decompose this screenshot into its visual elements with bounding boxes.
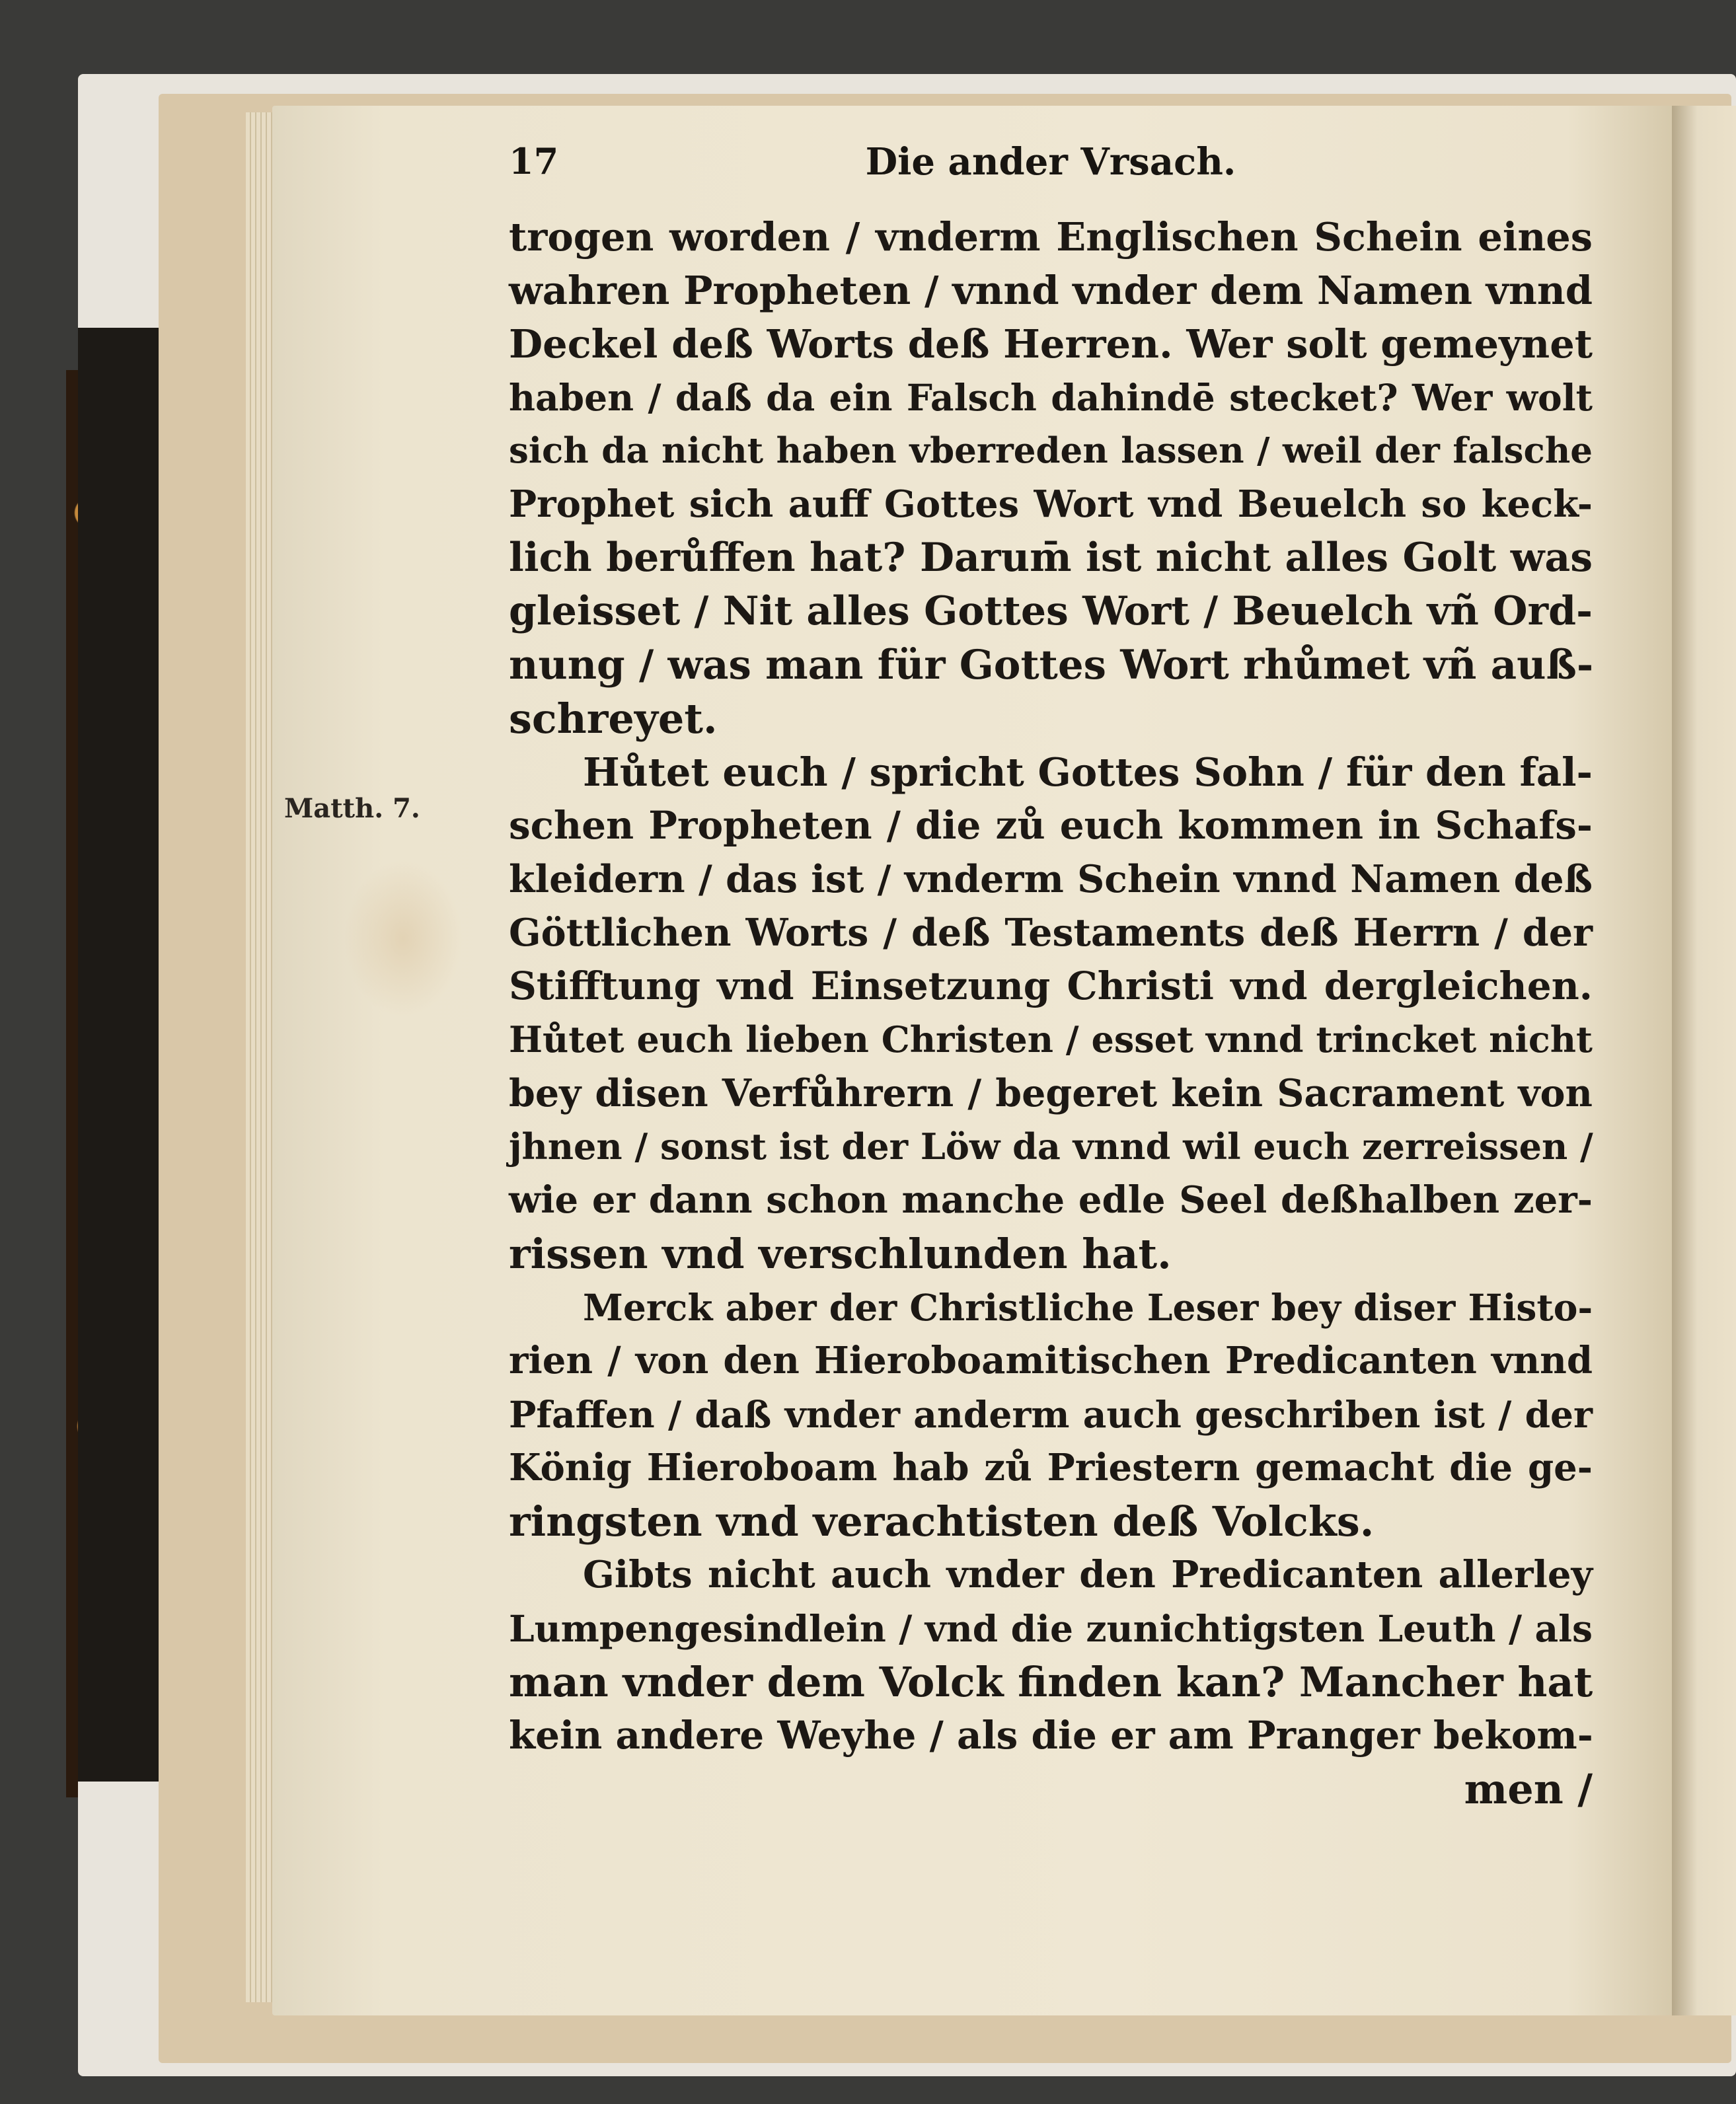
text-line: rien / von den Hieroboamitischen Predicanten vnnd [509, 1339, 1593, 1382]
binding-spine-shadow [78, 328, 164, 1782]
text-line: men / [1464, 1765, 1593, 1813]
text-line: lich berůffen hat? Darum̄ ist nicht alles Golt was [509, 535, 1593, 581]
text-line: sich da nicht haben vberreden lassen / weil der falsche [509, 430, 1593, 471]
text-line: Prophet sich auff Gottes Wort vnd Beuelch so keck- [509, 482, 1593, 526]
running-title: Die ander Vrsach. [865, 140, 1236, 184]
facing-page-edge [1672, 106, 1736, 2015]
text-line: Merck aber der Christliche Leser bey diser Histo- [583, 1286, 1593, 1329]
text-line: rissen vnd verschlunden hat. [509, 1230, 1172, 1278]
text-line: schreyet. [509, 695, 718, 743]
text-line: Hůtet euch / spricht Gottes Sohn / für den fal- [583, 749, 1593, 795]
page-header [509, 140, 1593, 186]
page-number: 17 [509, 140, 559, 182]
text-line: wahren Propheten / vnnd vnder dem Namen vnnd [509, 268, 1593, 313]
text-line: Gibts nicht auch vnder den Predicanten allerley [583, 1553, 1593, 1597]
paper-stain [344, 859, 463, 1018]
marginal-note: Matth. 7. [284, 793, 420, 824]
body-text [509, 210, 1593, 1816]
text-line: man vnder dem Volck finden kan? Mancher hat [509, 1658, 1593, 1706]
text-line: Göttlichen Worts / deß Testaments deß Herrn / der [509, 911, 1593, 955]
text-line: kleidern / das ist / vnderm Schein vnnd Namen deß [509, 857, 1593, 901]
text-line: Deckel deß Worts deß Herren. Wer solt gemeynet [509, 321, 1593, 367]
text-line: wie er dann schon manche edle Seel deßhalben zer- [509, 1178, 1593, 1222]
text-line: Pfaffen / daß vnder anderm auch geschriben ist / der [509, 1393, 1593, 1436]
text-line: König Hieroboam hab zů Priestern gemacht die ge- [509, 1446, 1593, 1489]
text-line: nung / was man für Gottes Wort rhůmet vñ auß- [509, 642, 1594, 689]
text-line: gleisset / Nit alles Gottes Wort / Beuelch vñ Ord- [509, 588, 1593, 634]
text-line: ringsten vnd verachtisten deß Volcks. [509, 1497, 1375, 1546]
text-line: Lumpengesindlein / vnd die zunichtigsten Leuth / als [509, 1607, 1593, 1650]
text-line: bey disen Verfůhrern / begeret kein Sacrament von [509, 1071, 1593, 1115]
text-line: trogen worden / vnderm Englischen Schein eines [509, 214, 1593, 260]
text-line: schen Propheten / die zů euch kommen in Schafs- [509, 803, 1593, 848]
text-line: haben / daß da ein Falsch dahindē stecket? Wer wolt [509, 376, 1593, 419]
text-line: Stifftung vnd Einsetzung Christi vnd dergleichen. [509, 963, 1593, 1008]
text-line: jhnen / sonst ist der Löw da vnnd wil euch zerreissen / [509, 1125, 1593, 1168]
text-line: kein andere Weyhe / als die er am Pranger bekom- [509, 1713, 1593, 1758]
text-line: Hůtet euch lieben Christen / esset vnnd trincket nicht [509, 1018, 1593, 1061]
